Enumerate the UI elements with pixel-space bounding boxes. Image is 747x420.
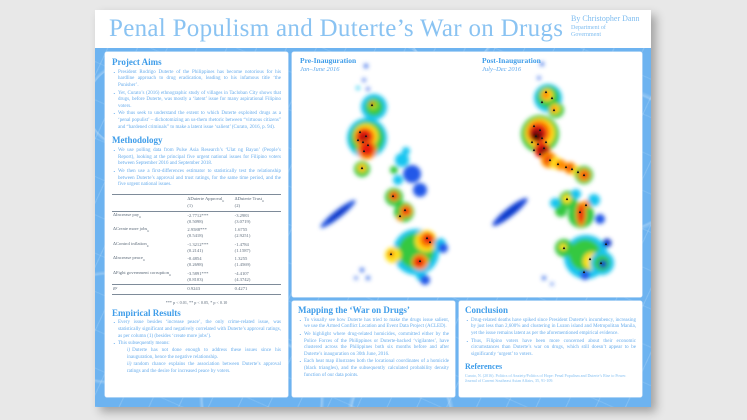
mapping-panel bbox=[292, 301, 455, 397]
pre-map-subtitle: Jan–June 2016 bbox=[300, 66, 340, 73]
pre-map-title: Pre-Inauguration bbox=[300, 56, 357, 65]
empirical-results-list bbox=[112, 320, 281, 375]
table-row: ΔIncrease peace$_{it}$ -0.4854 1.3255 bbox=[113, 255, 248, 262]
pre-inauguration-map bbox=[294, 52, 466, 295]
poster-title: Penal Populism and Duterte’s War on Drugs bbox=[109, 15, 564, 42]
philippines-heatmap-post bbox=[466, 52, 640, 295]
conclusion-panel bbox=[459, 301, 642, 397]
byline: By Christopher Dann bbox=[571, 14, 640, 23]
reference-entry: Curato, N. (2016). Politics of Anxiety/Politics of Hope: Penal Populism and Duterte’s Rise to Power. Journal of Current Southeast Asian Affairs, 35, 91-109. bbox=[465, 373, 627, 384]
research-poster bbox=[95, 10, 651, 407]
post-map-title: Post-Inauguration bbox=[482, 56, 541, 65]
sub-item: ii) random chance explains the association between Duterte’s approval ratings and the desire for increased peace by voters. bbox=[127, 362, 281, 375]
table-header-row: ΔDuterte Approval$_{it}$ ΔDuterte Trust$_{it}$ bbox=[112, 194, 281, 203]
list-item: • We highlight where drug-related homicides, committed either by the Police Forces of the Philippines or Duterte-backed ‘vigilantes’, have clustered across the Philippines both six months before and after Duterte’s inauguration on 30th June, 2016. bbox=[304, 332, 449, 358]
title-bar bbox=[95, 10, 651, 48]
table-row: ΔFight government corruption$_{it}$ -3.5891*** -4.4107 bbox=[113, 269, 249, 277]
table-row: ΔCreate more jobs$_{it}$ 2.9588*** 1.6755 bbox=[113, 226, 248, 233]
mapping-heading: Mapping the ‘War on Drugs’ bbox=[298, 305, 410, 315]
methodology-list bbox=[112, 148, 281, 189]
list-item: • We then use a first-differences estimator to statistically test the relationship between Duterte’s approval and trust ratings, for the same time period, and the five urgent national issues. bbox=[118, 169, 281, 189]
regression-table bbox=[112, 194, 281, 295]
left-column-panel bbox=[105, 52, 288, 397]
col1-header: ΔDuterte Approval bbox=[187, 196, 223, 202]
table-row: ΔIncrease pay$_{it}$ -2.7712*** -3.2983 bbox=[113, 211, 249, 219]
empirical-sublist bbox=[118, 348, 281, 375]
list-item: • Each heat map illustrates both the locational coordinates of a homicide (black triangles), and the subsequently calculated probability density function of our data points. bbox=[304, 359, 449, 379]
list-item: • Every issue besides ‘increase peace’, the only crime-related issue, was statistically significant and negatively correlated with Duterte’s approval ratings, as per column (1) (besides ‘create more jobs’). bbox=[118, 320, 281, 340]
project-aims-heading: Project Aims bbox=[112, 57, 162, 67]
conclusion-list bbox=[465, 318, 636, 359]
table-r2-row: R² 0.9243 0.4271 bbox=[112, 285, 281, 295]
table-colnum-row: (1) (2) bbox=[112, 203, 281, 211]
table-row: ΔControl inflation$_{it}$ -1.3212*** -1.4784 bbox=[113, 240, 249, 248]
philippines-heatmap-pre bbox=[294, 52, 466, 295]
list-item: • Yet, Curato’s (2016) ethnographic study of villages in Tacloban City shows that drugs, before Duterte, was mostly a ‘latent’ issue for many aspirational Filipino voters. bbox=[118, 91, 281, 111]
table-significance-note: *** p < 0.01, ** p < 0.05, * p < 0.10 bbox=[165, 299, 228, 305]
empirical-results-heading: Empirical Results bbox=[112, 307, 181, 318]
mapping-list bbox=[298, 318, 449, 379]
project-aims-list bbox=[112, 70, 281, 131]
conclusion-heading: Conclusion bbox=[465, 305, 509, 315]
table-se-row: (0.8103) (4.3742) bbox=[187, 276, 251, 282]
heatmaps-panel bbox=[292, 52, 642, 297]
list-item: • To visually see how Duterte has tried to make the drugs issue salient, we use the Armed Conflict Location and Event Data Project (ACLED). bbox=[304, 318, 449, 331]
table-se-row: (0.5098) (3.0719) bbox=[187, 218, 251, 224]
sub-item: i) Duterte has not done enough to address these issues since his inauguration, hence the negative relationship. bbox=[127, 348, 281, 360]
references-heading: References bbox=[465, 362, 503, 372]
table-se-row: (0.5418) (2.9251) bbox=[187, 233, 251, 239]
list-item: • This subsequently means: i) Duterte has not done enough to address these issues since his inauguration, hence the negative relationship. ii) random chance explains the association between Duterte’s approval ratings and the desire for increased peace by voters. bbox=[118, 341, 281, 375]
col2-header: ΔDuterte Trust bbox=[234, 196, 263, 202]
list-item: • Drug-related deaths have spiked since President Duterte’s incumbency, increasing by just less than 2,600% and clustering in Luzon island and Metropolitan Manila, yet the issue remains latent as per the aforementioned empirical evidence. bbox=[471, 318, 636, 338]
author-block bbox=[571, 14, 643, 40]
list-item: • We thus seek to understand the extent to which Duterte exploited drugs as a ‘penal populist’ – dichotomizing an us-them rhetoric between “virtuous citizens” and “hardened criminals” to make a latent issue ‘salient’ (Curato, 2016, p. 94). bbox=[118, 111, 281, 131]
department: Department of Government bbox=[571, 25, 606, 39]
post-inauguration-map bbox=[466, 52, 640, 295]
table-se-row: (0.2141) (1.1587) bbox=[187, 247, 251, 253]
table-se-row: (0.2698) (1.4569) bbox=[187, 262, 251, 268]
post-map-subtitle: July–Dec 2016 bbox=[482, 66, 522, 73]
list-item: • President Rodrigo Duterte of the Philippines has become notorious for his hardline approach to drug eradication, leading to his infamous title ‘the Punisher’. bbox=[118, 70, 281, 90]
list-item: • We use polling data from Pulse Asia Research’s ‘Ulat ng Bayan’ (People’s Report), looking at the principal five urgent national issues for Filipino voters between September 2016 and September 2018. bbox=[118, 148, 281, 168]
list-item: • Thus, Filipino voters have been more concerned about their economic circumstances than Duterte’s war on drugs, which still doesn’t appear to be significantly ‘urgent’ to voters. bbox=[471, 339, 636, 359]
methodology-heading: Methodology bbox=[112, 135, 163, 146]
